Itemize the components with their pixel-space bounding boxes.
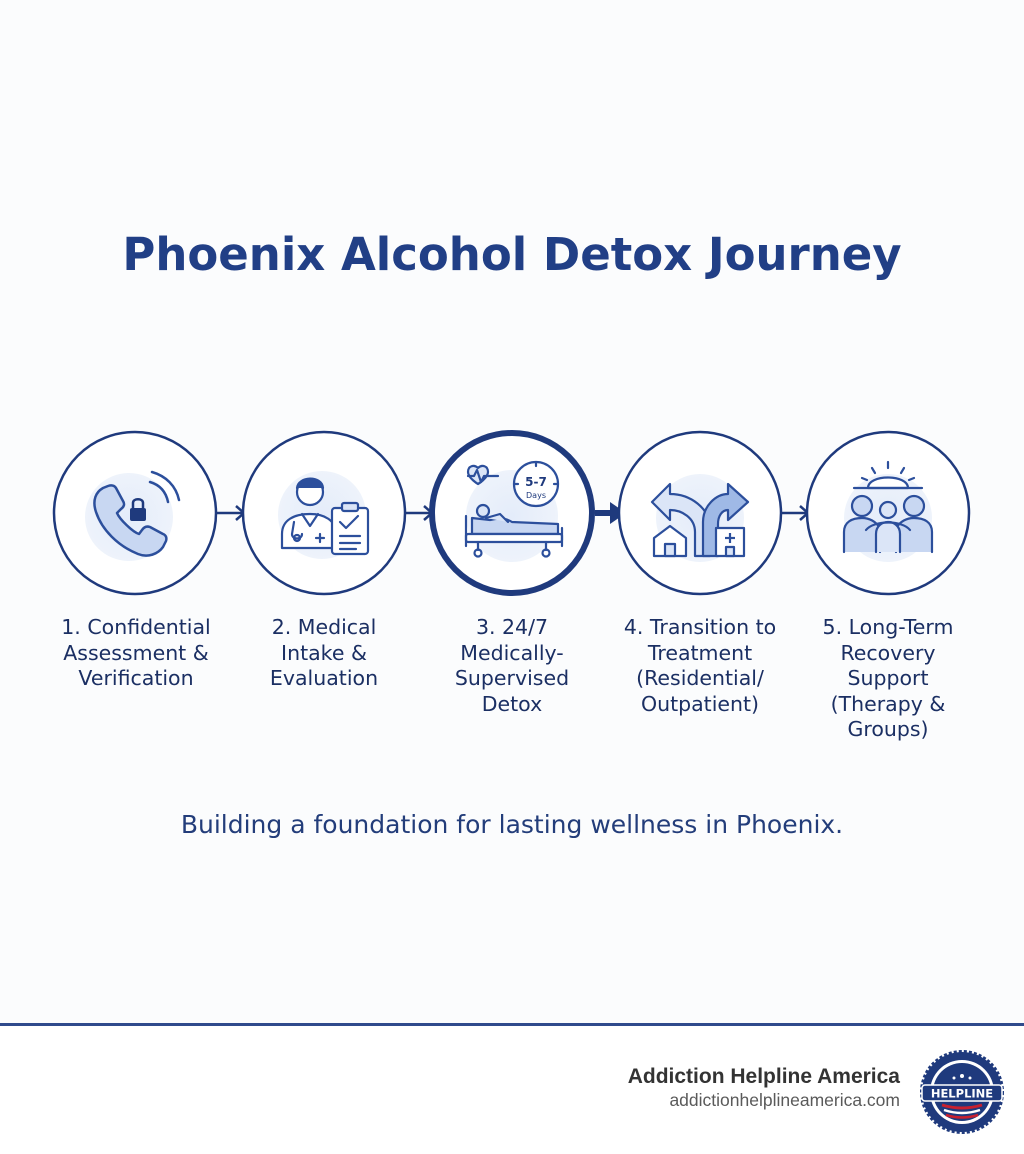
step-4-label: 4. Transition to Treatment (Residential/ Outpatient) [623,615,777,716]
step-3-label: 3. 24/7 Medically- Supervised Detox [454,615,570,716]
brand-url[interactable]: addictionhelplineamerica.com [669,1090,900,1110]
step-2-circle [243,432,405,594]
detox-duration-badge: 5-7 [525,475,547,489]
svg-text:HELPLINE: HELPLINE [930,1086,994,1101]
connector-arrow-2-3 [406,506,432,520]
step-1-label: 1. Confidential Assessment & Verification [61,615,211,690]
tagline: Building a foundation for lasting wellness in Phoenix. [180,810,844,839]
step-5-label: 5. Long-Term Recovery Support (Therapy & Groups) [822,615,954,741]
connector-arrow-1-2 [217,506,244,520]
step-2-label: 2. Medical Intake & Evaluation [269,615,379,690]
page-title: Phoenix Alcohol Detox Journey [122,228,902,281]
footer-divider [0,1023,1024,1026]
brand-name: Addiction Helpline America [627,1065,900,1088]
journey-steps-diagram [0,430,1024,600]
detox-duration-unit: Days [526,491,546,500]
step-1-circle [54,432,216,594]
step-4-circle [619,432,781,594]
connector-arrow-4-5 [782,506,808,520]
step-3-circle [432,433,592,593]
addiction-helpline-america-logo [920,1050,1004,1134]
step-5-circle [807,432,969,594]
